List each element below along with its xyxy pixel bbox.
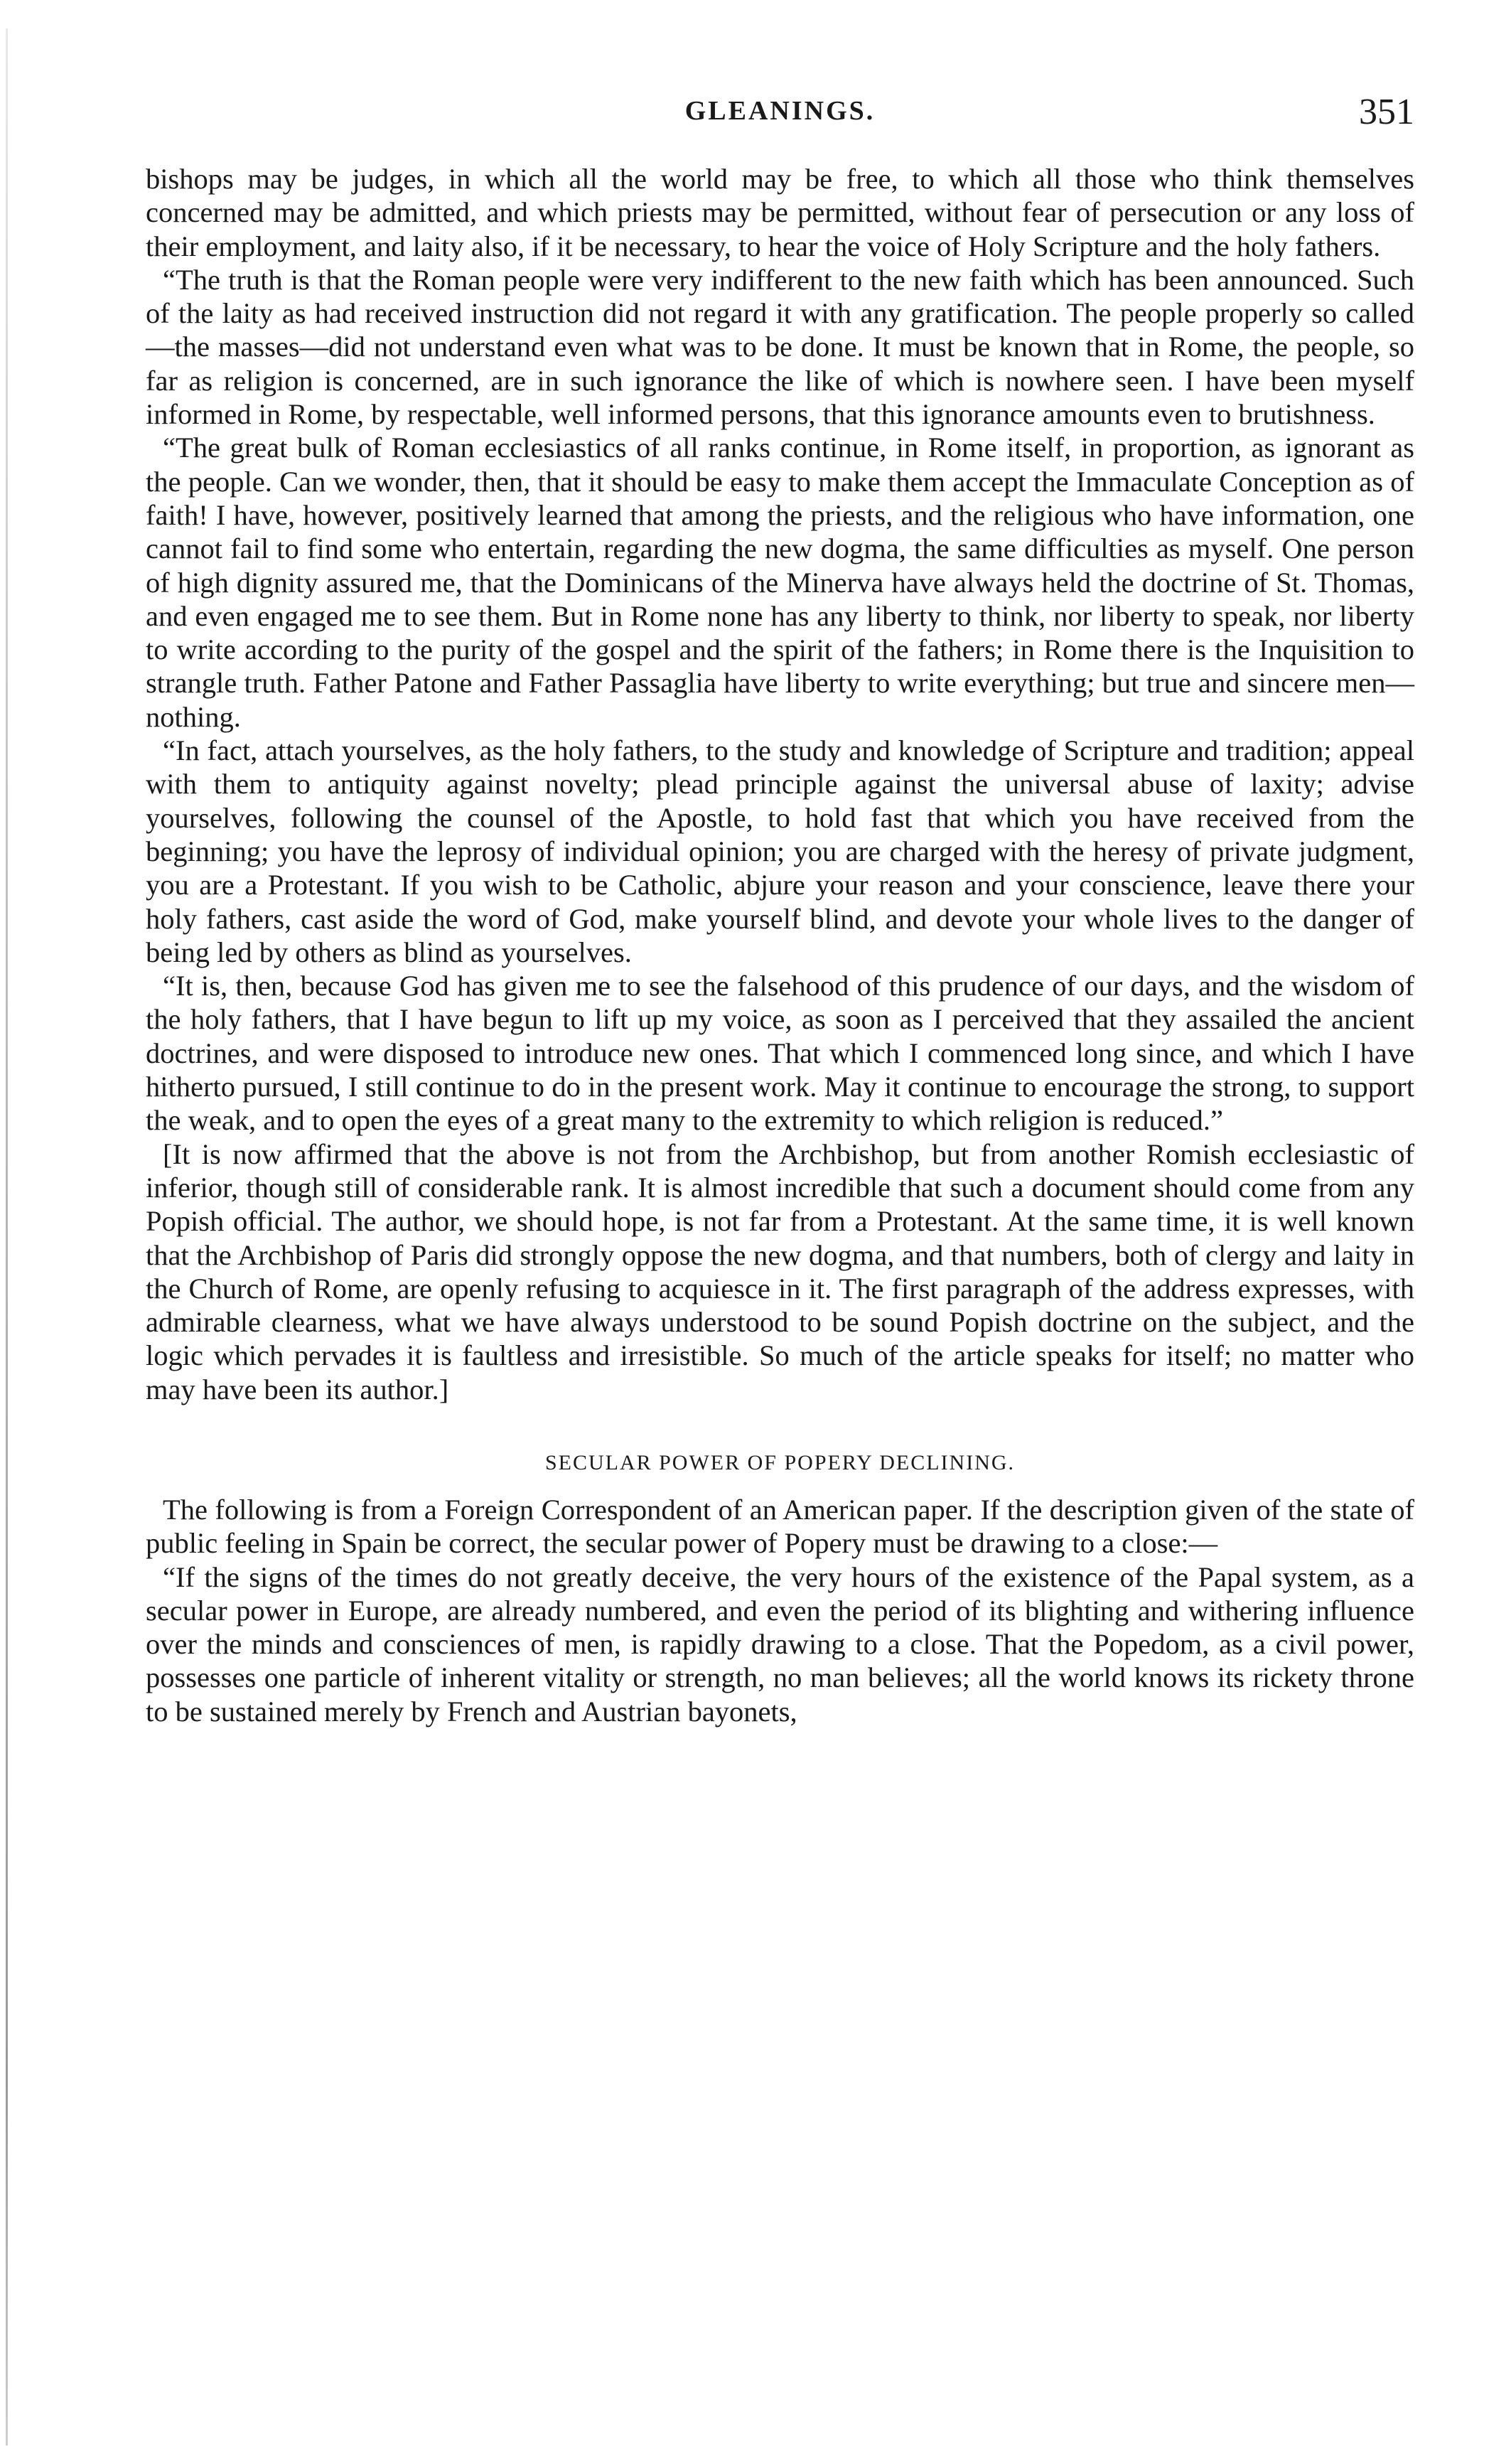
binding-edge-line bbox=[6, 28, 8, 2446]
paragraph: “It is, then, because God has given me to see the falsehood of this prudence of our days, and the wisdom of the holy fathers, that I have begun to lift up my voice, as soon as I perceived that they assailed the ancient doctrines, and were disposed to introduce new ones. That which I commenced long since, and which I have hitherto pursued, I still continue to do in the present work. May it continue to encourage the strong, to support the weak, and to open the eyes of a great many to the extremity to which religion is reduced.” bbox=[146, 970, 1414, 1137]
paragraph: “In fact, attach yourselves, as the holy fathers, to the study and knowledge of Scripture and tradition; appeal with them to antiquity against novelty; plead principle against the universal abuse of laxity; advise yourselves, following the counsel of the Apostle, to hold fast that which you have received from the beginning; you have the leprosy of individual opinion; you are charged with the heresy of private judgment, you are a Protestant. If you wish to be Catholic, abjure your reason and your conscience, leave there your holy fathers, cast aside the word of God, make yourself blind, and devote your whole lives to the danger of being led by others as blind as yourselves. bbox=[146, 734, 1414, 968]
running-title: GLEANINGS. bbox=[684, 96, 876, 126]
section-heading: SECULAR POWER OF POPERY DECLINING. bbox=[544, 1450, 1016, 1474]
running-header bbox=[146, 91, 1414, 134]
page-number: 351 bbox=[1359, 92, 1414, 132]
section-paragraph: The following is from a Foreign Correspondent of an American paper. If the description given of the state of public feeling in Spain be correct, the secular power of Popery must be drawing to a close:— bbox=[146, 1493, 1414, 1560]
section-paragraph: “If the signs of the times do not greatly deceive, the very hours of the existence of the Papal system, as a secular power in Europe, are already numbered, and even the period of its blighting and withering influence over the minds and consciences of men, is rapidly drawing to a close. That the Popedom, as a civil power, possesses one particle of inherent vitality or strength, no man believes; all the world knows its rickety throne to be sustained merely by French and Austrian bayonets, bbox=[146, 1560, 1414, 1728]
paragraph: “The great bulk of Roman ecclesiastics of all ranks continue, in Rome itself, in proportion, as ignorant as the people. Can we wonder, then, that it should be easy to make them accept the Immaculate Conception as of faith! I have, however, positively learned that among the priests, and the religious who have information, one cannot fail to find some who entertain, regarding the new dogma, the same difficulties as myself. One person of high dignity assured me, that the Dominicans of the Minerva have always held the doctrine of St. Thomas, and even engaged me to see them. But in Rome none has any liberty to think, nor liberty to speak, nor liberty to write according to the purity of the gospel and the spirit of the fathers; in Rome there is the Inquisition to strangle truth. Father Patone and Father Passaglia have liberty to write everything; but true and sincere men—nothing. bbox=[146, 432, 1414, 733]
paragraph-continued: bishops may be judges, in which all the world may be free, to which all those who think themselves concerned may be admitted, and which priests may be permitted, without fear of persecution or any loss of their employment, and laity also, if it be necessary, to hear the voice of Holy Scripture and the holy fathers. bbox=[146, 163, 1414, 262]
editorial-note-paragraph: [It is now affirmed that the above is not from the Archbishop, but from another Romish ecclesiastic of inferior, though still of considerable rank. It is almost incredible that such a document should come from any Popish official. The author, we should hope, is not far from a Protestant. At the same time, it is well known that the Archbishop of Paris did strongly oppose the new dogma, and that numbers, both of clergy and laity in the Church of Rome, are openly refusing to acquiesce in it. The first paragraph of the address expresses, with admirable clearness, what we have always understood to be sound Popish doctrine on the subject, and the logic which pervades it is faultless and irresistible. So much of the article speaks for itself; no matter who may have been its author.] bbox=[146, 1137, 1414, 1405]
paragraph: “The truth is that the Roman people were very indifferent to the new faith which has been announced. Such of the laity as had received instruction did not regard it with any gratification. The people properly so called—the masses—did not understand even what was to be done. It must be known that in Rome, the people, so far as religion is concerned, are in such ignorance the like of which is nowhere seen. I have been myself informed in Rome, by respectable, well informed persons, that this ignorance amounts even to brutishness. bbox=[146, 263, 1414, 431]
body-text bbox=[146, 162, 1414, 1728]
